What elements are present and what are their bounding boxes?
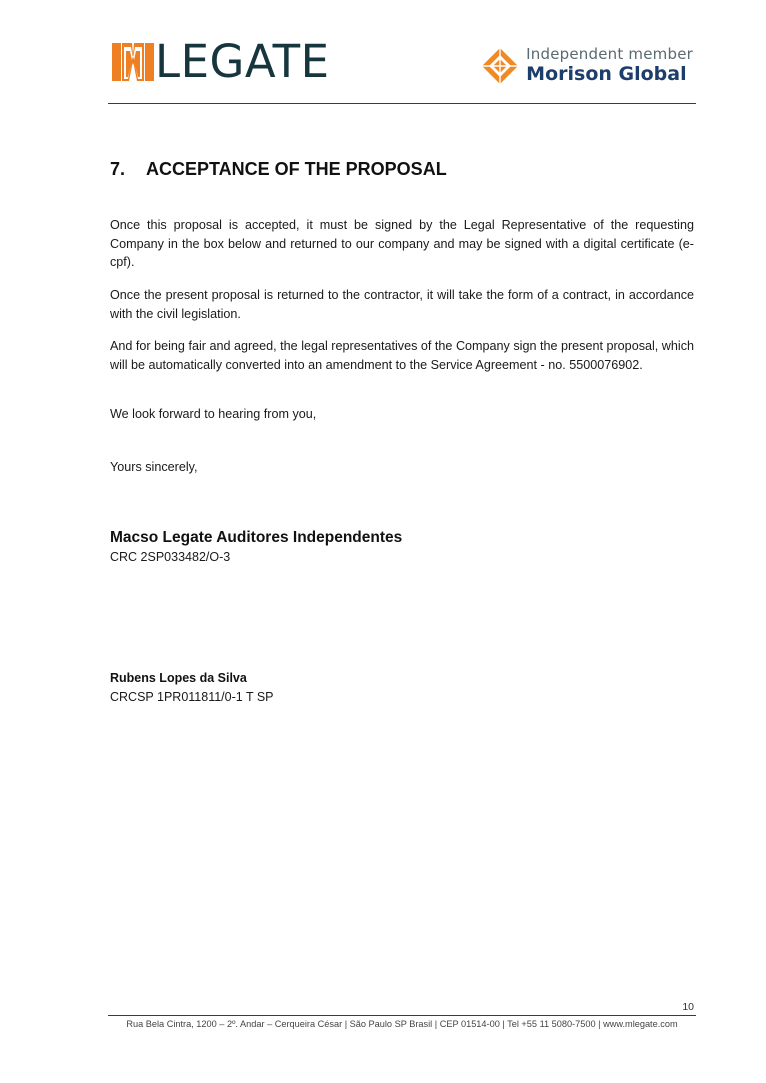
signer-name: Rubens Lopes da Silva (110, 671, 247, 685)
morison-global-icon (482, 48, 518, 84)
paragraph-acceptance: Once this proposal is accepted, it must be signed by the Legal Representative of the requesting Company in the box below and returned to our company and may be signed with a digital certificate (e-cpf). (110, 218, 694, 269)
independent-member-label: Independent member (526, 45, 693, 63)
signer-crc: CRCSP 1PR011811/0-1 T SP (110, 690, 274, 704)
footer-address: Rua Bela Cintra, 1200 – 2º. Andar – Cerqueira César | São Paulo SP Brasil | CEP 01514-00 | Tel +55 11 5080-7500 | www.mlegate.com (126, 1019, 678, 1029)
paragraph-salutation: Yours sincerely, (110, 460, 198, 474)
morison-global-label: Morison Global (526, 63, 687, 85)
morison-global-badge (482, 46, 693, 85)
section-title (110, 157, 447, 181)
mlegate-logo (112, 35, 330, 88)
morison-global-text (526, 46, 693, 85)
logo-wordmark: LEGATE (155, 35, 330, 88)
paragraph-agreement: And for being fair and agreed, the legal representatives of the Company sign the present proposal, which will be automatically converted into an amendment to the Service Agreement - no. 5500076902. (110, 339, 694, 372)
page-number: 10 (682, 1001, 694, 1013)
firm-crc: CRC 2SP033482/O-3 (110, 550, 231, 564)
mlegate-m-mark-icon (112, 43, 154, 81)
paragraph-contract: Once the present proposal is returned to the contractor, it will take the form of a contract, in accordance with the civil legislation. (110, 288, 694, 321)
page-header (110, 35, 696, 104)
firm-name: Macso Legate Auditores Independentes (110, 529, 403, 546)
paragraph-closing: We look forward to hearing from you, (110, 407, 317, 421)
header-divider (108, 103, 696, 104)
footer-divider (108, 1015, 696, 1016)
section-number: 7. (110, 159, 126, 179)
section-title-text: ACCEPTANCE OF THE PROPOSAL (146, 159, 447, 179)
